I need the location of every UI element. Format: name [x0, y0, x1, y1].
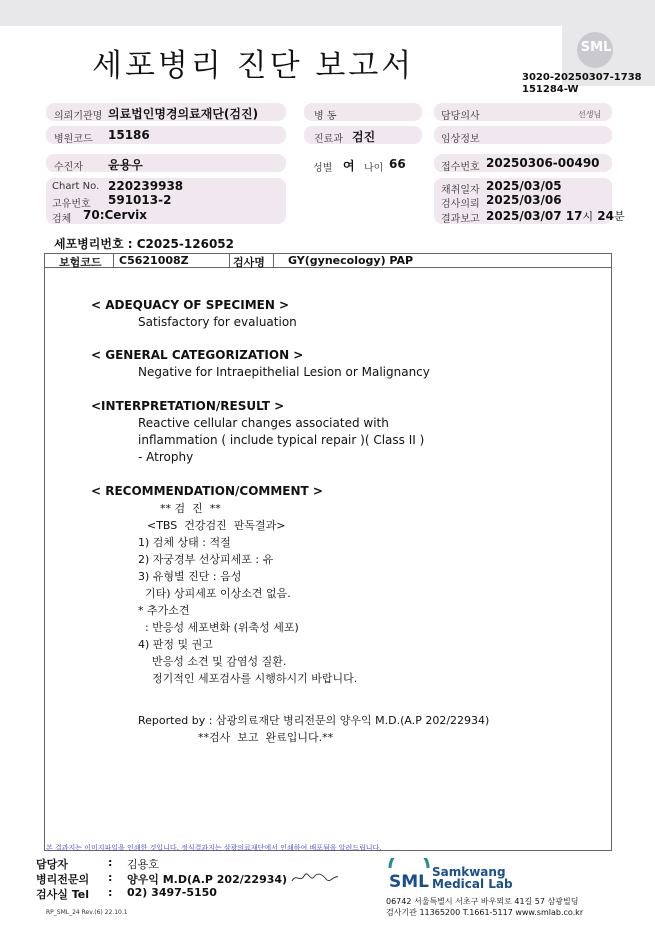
lab-registration: 검사기관 11365200 T.1661-5117 www.smlab.co.kr — [386, 908, 584, 917]
receipt-label: 접수번호 — [441, 162, 480, 173]
lab-logo-text: SML — [389, 872, 429, 892]
lab-name-1: Samkwang — [432, 865, 506, 879]
dept-label: 진료과 — [314, 134, 343, 145]
adequacy-title: < ADEQUACY OF SPECIMEN > — [91, 298, 290, 312]
lab-name-2: Medical Lab — [432, 877, 513, 891]
collect-value: 2025/03/05 — [486, 179, 562, 193]
unique-value: 591013-2 — [108, 193, 172, 207]
receipt-value: 20250306-00490 — [486, 156, 600, 170]
manager-colon: : — [108, 856, 113, 869]
collect-label: 채취일자 — [441, 185, 480, 196]
specimen-value: 70:Cervix — [83, 208, 148, 222]
patient-value: 윤용우 — [108, 158, 143, 172]
tel-colon: : — [108, 886, 113, 899]
rec-line: 기타) 상피세포 이상소견 없음. — [138, 587, 291, 600]
specimen-label: 검체 — [52, 214, 72, 225]
header-divider-1 — [113, 253, 114, 268]
ward-label: 병 동 — [314, 111, 337, 122]
signature-icon — [290, 871, 340, 885]
category-text: Negative for Intraepithelial Lesion or Malignancy — [138, 365, 430, 379]
sex-label: 성별 — [313, 163, 333, 174]
samkwang-logo-icon — [384, 858, 434, 894]
result-date: 2025/03/07 — [486, 209, 562, 223]
request-value: 2025/03/06 — [486, 193, 562, 207]
test-name-label: 검사명 — [233, 256, 265, 269]
age-value: 66 — [389, 157, 406, 171]
reference-number — [522, 72, 642, 96]
reported-by: Reported by : 삼광의료재단 병리전문의 양우익 M.D.(A.P 202/22934) — [138, 714, 490, 727]
manager-label: 담당자 — [36, 858, 68, 871]
institution-label: 의뢰기관명 — [54, 111, 103, 122]
ref-line-1: 3020-20250307-1738 — [522, 72, 642, 83]
sex-value: 여 — [343, 159, 355, 173]
chart-value: 220239938 — [108, 179, 184, 193]
lab-name — [432, 866, 513, 890]
top-bar — [0, 0, 655, 26]
hospital-code-label: 병원코드 — [54, 134, 93, 145]
insurance-code-value: C5621008Z — [119, 254, 189, 267]
header-divider-2 — [229, 253, 230, 268]
header-divider-3 — [273, 253, 274, 268]
hospital-code-value: 15186 — [108, 128, 150, 142]
sml-logo-text: SML — [580, 40, 612, 55]
interpretation-line-1: Reactive cellular changes associated with — [138, 416, 389, 430]
tel-label: 검사실 Tel — [36, 888, 89, 901]
rec-line: 4) 판정 및 권고 — [138, 638, 213, 651]
pathologist-label: 병리전문의 — [36, 873, 90, 886]
rec-line: 3) 유형별 진단 : 음성 — [138, 570, 242, 583]
clinical-label: 임상정보 — [441, 134, 480, 145]
interpretation-line-2: inflammation ( include typical repair )( Class II ) — [138, 433, 425, 447]
category-title: < GENERAL CATEGORIZATION > — [91, 348, 304, 362]
pathologist-colon: : — [108, 871, 113, 884]
rec-line: : 반응성 세포변화 (위축성 세포) — [138, 621, 299, 634]
age-label: 나이 — [364, 163, 384, 174]
patient-label: 수진자 — [54, 162, 83, 173]
result-value — [486, 208, 625, 224]
pathology-number: 세포병리번호 : C2025-126052 — [54, 237, 234, 251]
pathologist-value: 양우익 M.D(A.P 202/22934) — [127, 873, 288, 886]
test-name-value: GY(gynecology) PAP — [288, 254, 414, 267]
attending-label: 담당의사 — [441, 111, 480, 122]
attending-suffix: 선생님 — [578, 110, 602, 119]
rec-line: * 추가소견 — [138, 604, 190, 617]
rec-line: 반응성 소견 및 감염성 질환. — [138, 655, 287, 668]
insurance-code-label: 보험코드 — [59, 256, 102, 269]
result-hour-unit: 시 — [582, 210, 594, 223]
recommendation-title: < RECOMMENDATION/COMMENT > — [91, 484, 323, 498]
report-content-box — [44, 253, 612, 851]
institution-value: 의료법인명경의료재단(검진) — [108, 107, 259, 121]
rec-line: 정기적인 세포검사를 시행하시기 바랍니다. — [138, 672, 358, 685]
adequacy-text: Satisfactory for evaluation — [138, 315, 297, 329]
result-label: 결과보고 — [441, 214, 480, 225]
report-title: 세포병리 진단 보고서 — [92, 48, 415, 84]
result-min-unit: 분 — [613, 210, 625, 223]
interpretation-title: <INTERPRETATION/RESULT > — [91, 399, 285, 413]
form-code: RP_SML_24 Rev.(6) 22.10.1 — [46, 909, 128, 916]
rec-line: ** 검 진 ** — [160, 502, 221, 515]
result-min: 24 — [597, 209, 614, 223]
tel-value: 02) 3497-5150 — [127, 886, 217, 899]
rec-line: 1) 검체 상태 : 적절 — [138, 536, 231, 549]
interpretation-line-3: - Atrophy — [138, 450, 194, 464]
ref-line-2: 151284-W — [522, 84, 579, 95]
rec-line: <TBS 건강검진 판독결과> — [147, 519, 286, 532]
report-complete: **검사 보고 완료입니다.** — [198, 731, 334, 744]
unique-label: 고유번호 — [52, 199, 91, 210]
lab-address: 06742 서울특별시 서초구 바우뫼로 41길 57 삼광빌딩 — [386, 897, 579, 906]
rec-line: 2) 자궁경부 선상피세포 : 유 — [138, 553, 274, 566]
dept-value: 검진 — [352, 130, 376, 144]
result-hour: 17 — [565, 209, 583, 223]
manager-value: 김용호 — [127, 858, 159, 871]
chart-label: Chart No. — [52, 181, 100, 192]
request-label: 검사의뢰 — [441, 199, 480, 210]
print-notice: 본 결과지는 이미지파일을 인쇄한 것입니다. 정식결과지는 삼광의료재단에서 인쇄하여 배포됨을 알려드립니다. — [46, 844, 382, 852]
